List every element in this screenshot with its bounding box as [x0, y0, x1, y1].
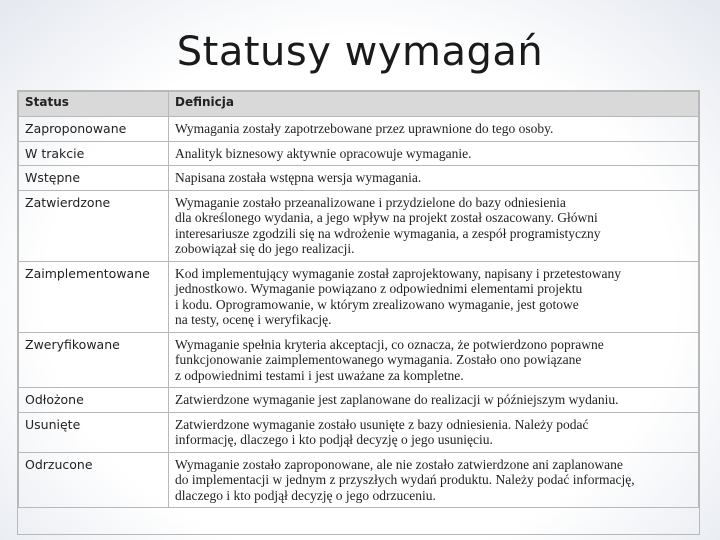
table-row [19, 117, 699, 142]
status-cell: Zaproponowane [19, 117, 169, 142]
table-row [19, 261, 699, 332]
status-table-container [17, 90, 700, 535]
table-row [19, 166, 699, 191]
definition-cell: Zatwierdzone wymaganie zostało usunięte z bazy odniesienia. Należy podać informację, dlaczego i kto podjął decyzję o jego usunięciu. [169, 412, 699, 452]
table-row [19, 332, 699, 388]
definition-cell: Wymaganie spełnia kryteria akceptacji, co oznacza, że potwierdzono poprawne funkcjonowanie zaimplementowanego wymagania. Zostało ono powiązane z odpowiednimi testami i jest uważane za kompletne. [169, 332, 699, 388]
definition-cell: Analityk biznesowy aktywnie opracowuje wymaganie. [169, 141, 699, 166]
definition-cell: Wymaganie zostało przeanalizowane i przydzielone do bazy odniesienia dla określonego wydania, a jego wpływ na projekt został oszacowany. Główni interesariusze zgodzili się na wdrożenie wymagania, a zespół programistyczny zobowiązał się do jego realizacji. [169, 190, 699, 261]
definition-cell: Napisana została wstępna wersja wymagania. [169, 166, 699, 191]
definition-cell: Zatwierdzone wymaganie jest zaplanowane do realizacji w późniejszym wydaniu. [169, 388, 699, 413]
status-cell: Usunięte [19, 412, 169, 452]
status-cell: Zweryfikowane [19, 332, 169, 388]
table-row [19, 141, 699, 166]
slide-title: Statusy wymagań [176, 29, 544, 75]
definition-cell: Kod implementujący wymaganie został zaprojektowany, napisany i przetestowany jednostkowo. Wymaganie powiązano z odpowiednimi elementami projektu i kodu. Oprogramowanie, w którym zrealizowano wymaganie, jest gotowe na testy, ocenę i weryfikację. [169, 261, 699, 332]
status-cell: Zaimplementowane [19, 261, 169, 332]
status-cell: Odrzucone [19, 452, 169, 508]
status-table [18, 91, 699, 508]
table-row [19, 190, 699, 261]
table-header-row [19, 92, 699, 117]
header-definition: Definicja [169, 92, 699, 117]
header-status: Status [19, 92, 169, 117]
status-cell: W trakcie [19, 141, 169, 166]
table-row [19, 412, 699, 452]
definition-cell: Wymaganie zostało zaproponowane, ale nie zostało zatwierdzone ani zaplanowane do implementacji w jednym z przyszłych wydań produktu. Należy podać informację, dlaczego i kto podjął decyzję o jego odrzuceniu. [169, 452, 699, 508]
table-row [19, 388, 699, 413]
status-cell: Zatwierdzone [19, 190, 169, 261]
definition-cell: Wymagania zostały zapotrzebowane przez uprawnione do tego osoby. [169, 117, 699, 142]
status-cell: Odłożone [19, 388, 169, 413]
status-cell: Wstępne [19, 166, 169, 191]
table-row [19, 452, 699, 508]
